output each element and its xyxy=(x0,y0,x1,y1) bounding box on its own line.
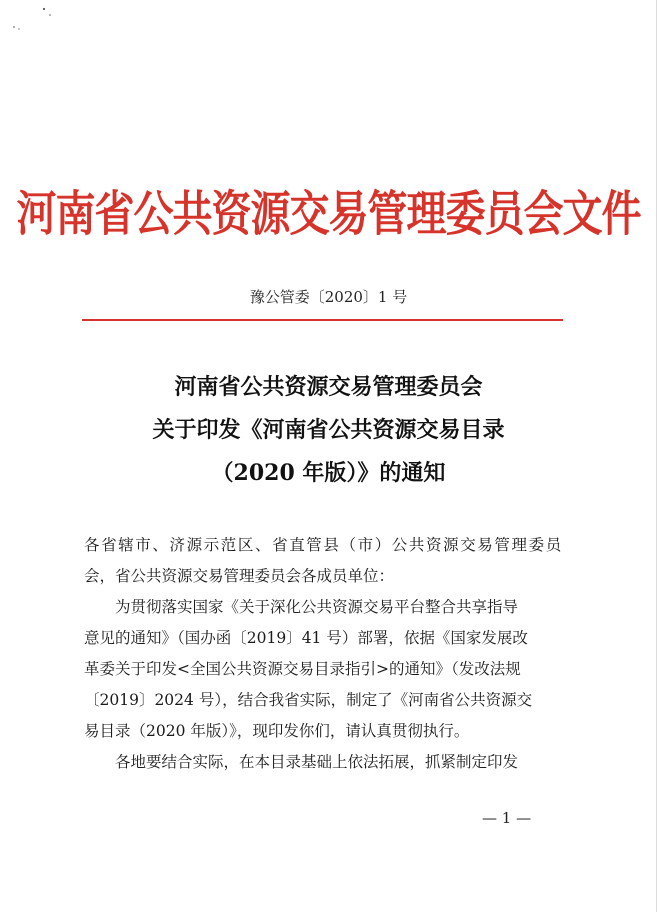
body-line: 〔2019〕2024 号），结合我省实际，制定了《河南省公共资源交 xyxy=(84,691,533,709)
document-header-title: 河南省公共资源交易管理委员会文件 xyxy=(16,186,641,242)
body-line: 易目录（2020 年版）》，现印发你们，请认真贯彻执行。 xyxy=(84,722,470,740)
body-line: 各地要结合实际，在本目录基础上依法拓展，抓紧制定印发 xyxy=(115,753,519,771)
body-line: 会，省公共资源交易管理委员会各成员单位： xyxy=(84,567,395,585)
body-line: 革委关于印发<全国公共资源交易目录指引>的通知》（发改法规 xyxy=(84,660,521,678)
notice-title-line-1: 河南省公共资源交易管理委员会 xyxy=(174,374,483,400)
body-line: 意见的通知》（国办函〔2019〕41 号）部署，依据《国家发展改 xyxy=(84,629,528,647)
document-number: 豫公管委〔2020〕1 号 xyxy=(249,288,408,306)
page-number: — 1 — xyxy=(482,809,532,827)
body-line: 为贯彻落实国家《关于深化公共资源交易平台整合共享指导 xyxy=(115,598,519,616)
scan-specks xyxy=(0,0,80,40)
notice-title-line-2: 关于印发《河南省公共资源交易目录 xyxy=(152,417,505,443)
notice-body xyxy=(84,530,574,778)
header-red-rule xyxy=(82,319,563,321)
notice-title-line-3: （2020 年版）》的通知 xyxy=(211,460,446,486)
body-line: 各省辖市、济源示范区、省直管县（市）公共资源交易管理委员 xyxy=(84,536,563,554)
